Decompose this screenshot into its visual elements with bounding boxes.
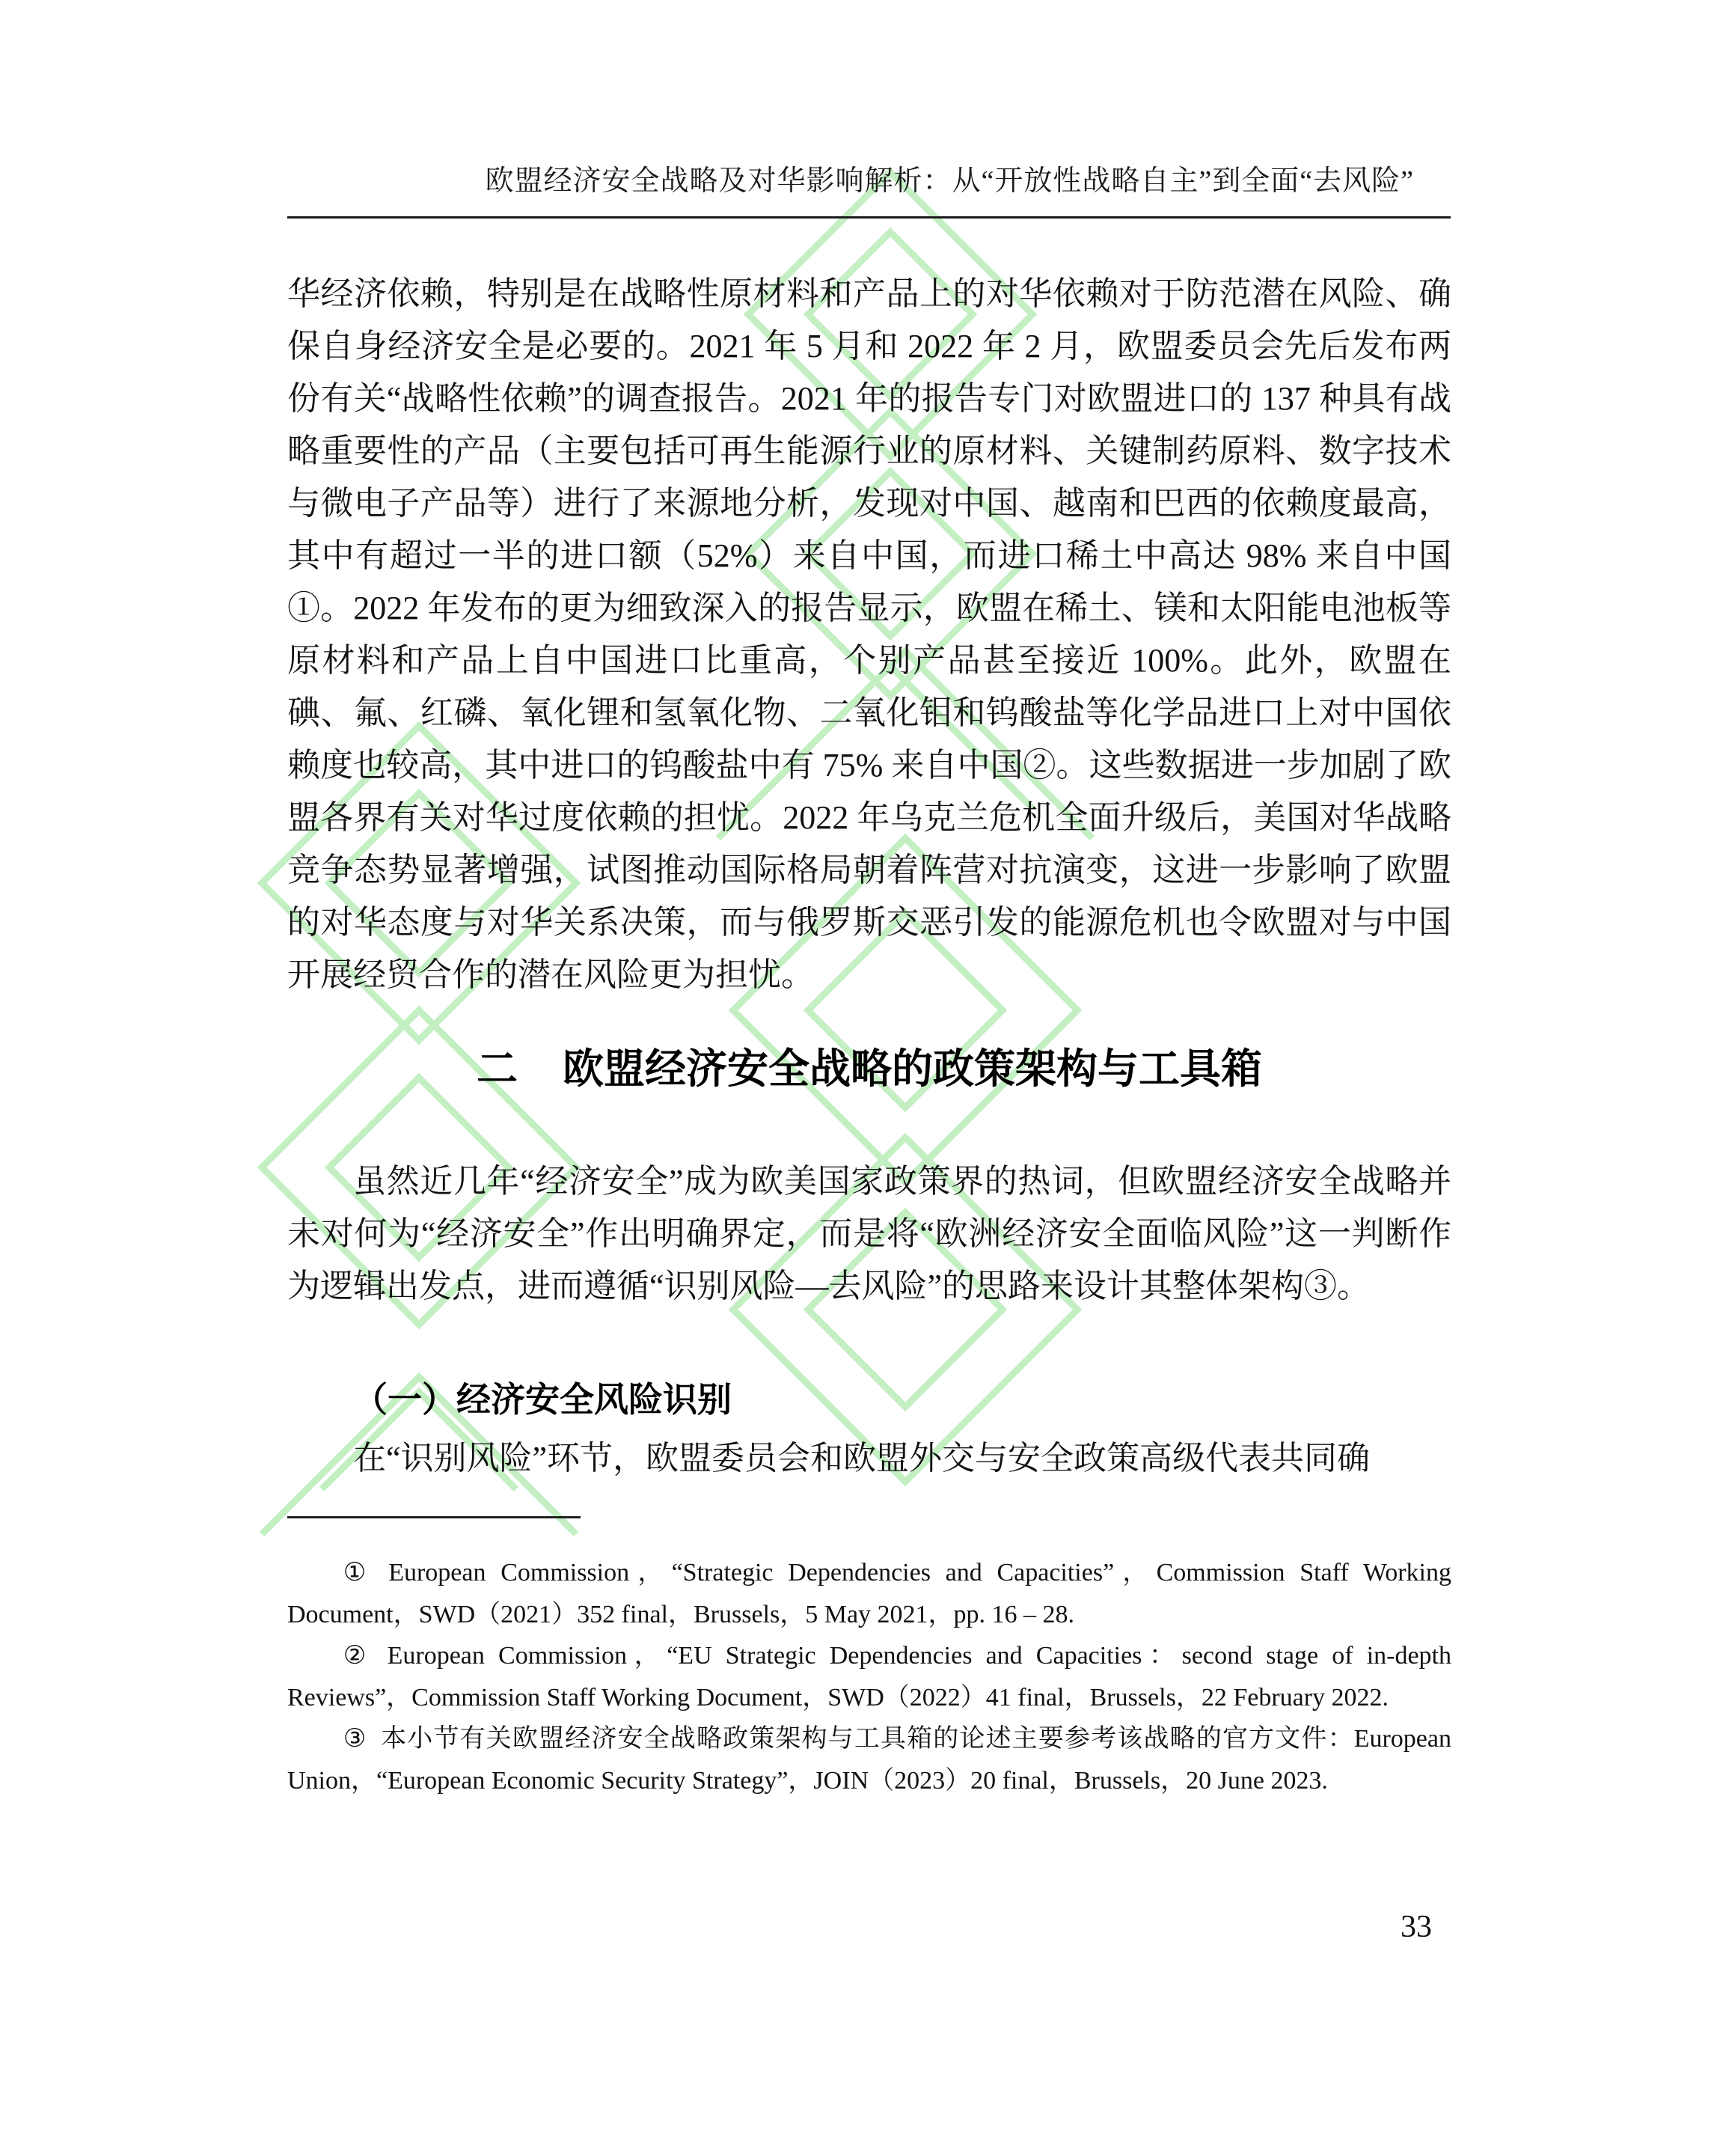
body-paragraph-2: 虽然近几年“经济安全”成为欧美国家政策界的热词，但欧盟经济安全战略并未对何为“经济安全”作出明确界定，而是将“欧洲经济安全面临风险”这一判断作为逻辑出发点，进而遵循“识别风险—去风险”的思路来设计其整体架构③。 (287, 1163, 1451, 1304)
body-paragraph-1: 华经济依赖，特别是在战略性原材料和产品上的对华依赖对于防范潜在风险、确保自身经济安全是必要的。2021 年 5 月和 2022 年 2 月，欧盟委员会先后发布两份有关“战略性依赖”的调查报告。2021 年的报告专门对欧盟进口的 137 种具有战略重要性的产品（主要包括可再生能源行业的原材料、关键制药原料、数字技术与微电子产品等）进行了来源地分析，发现对中国、越南和巴西的依赖度最高，其中有超过一半的进口额（52%）来自中国，而进口稀土中高达 98% 来自中国①。2022 年发布的更为细致深入的报告显示，欧盟在稀土、镁和太阳能电池板等原材料和产品上自中国进口比重高，个别产品甚至接近 100%。此外，欧盟在碘、氟、红磷、氧化锂和氢氧化物、二氧化钼和钨酸盐等化学品进口上对中国依赖度也较高，其中进口的钨酸盐中有 75% 来自中国②。这些数据进一步加剧了欧盟各界有关对华过度依赖的担忧。2022 年乌克兰危机全面升级后，美国对华战略竞争态势显著增强，试图推动国际格局朝着阵营对抗演变，这进一步影响了欧盟的对华态度与对华关系决策，而与俄罗斯交恶引发的能源危机也令欧盟对与中国开展经贸合作的潜在风险更为担忧。 (287, 275, 1451, 993)
running-header-title: 欧盟经济安全战略及对华影响解析：从“开放性战略自主”到全面“去风险” (485, 165, 1414, 197)
section-heading (287, 1039, 1451, 1099)
footnote-separator-rule (287, 1516, 581, 1518)
footnote-1 (287, 1552, 1451, 1635)
footnote-3-text: 本小节有关欧盟经济安全战略政策架构与工具箱的论述主要参考该战略的官方文件：European Union，“European Economic Security Strategy”，JOIN（2023）20 final，Brussels，20 June 2023. (287, 1725, 1451, 1795)
text-column (287, 0, 1451, 2156)
section-heading-title: 欧盟经济安全战略的政策架构与工具箱 (563, 1045, 1263, 1092)
footnote-3-marker: ③ (343, 1725, 367, 1753)
footnote-2-marker: ② (343, 1642, 373, 1670)
subsection-heading: （一）经济安全风险识别 (353, 1380, 732, 1419)
section-heading-number: 二 (476, 1045, 518, 1092)
footnotes-block (287, 1552, 1451, 1801)
body-paragraph-3: 在“识别风险”环节，欧盟委员会和欧盟外交与安全政策高级代表共同确 (353, 1440, 1371, 1476)
footnote-2-text: European Commission，“EU Strategic Dependencies and Capacities：second stage of in-depth Reviews”，Commission Staff Working Document，SWD（2022）41 final，Brussels，22 February 2022. (287, 1642, 1451, 1711)
page-number: 33 (1401, 1910, 1432, 1944)
footnote-2 (287, 1635, 1451, 1718)
footnote-3 (287, 1718, 1451, 1801)
footnote-1-text: European Commission，“Strategic Dependencies and Capacities”，Commission Staff Working Document，SWD（2021）352 final，Brussels，5 May 2021，pp. 16 – 28. (287, 1559, 1451, 1628)
footnote-1-marker: ① (343, 1559, 375, 1587)
